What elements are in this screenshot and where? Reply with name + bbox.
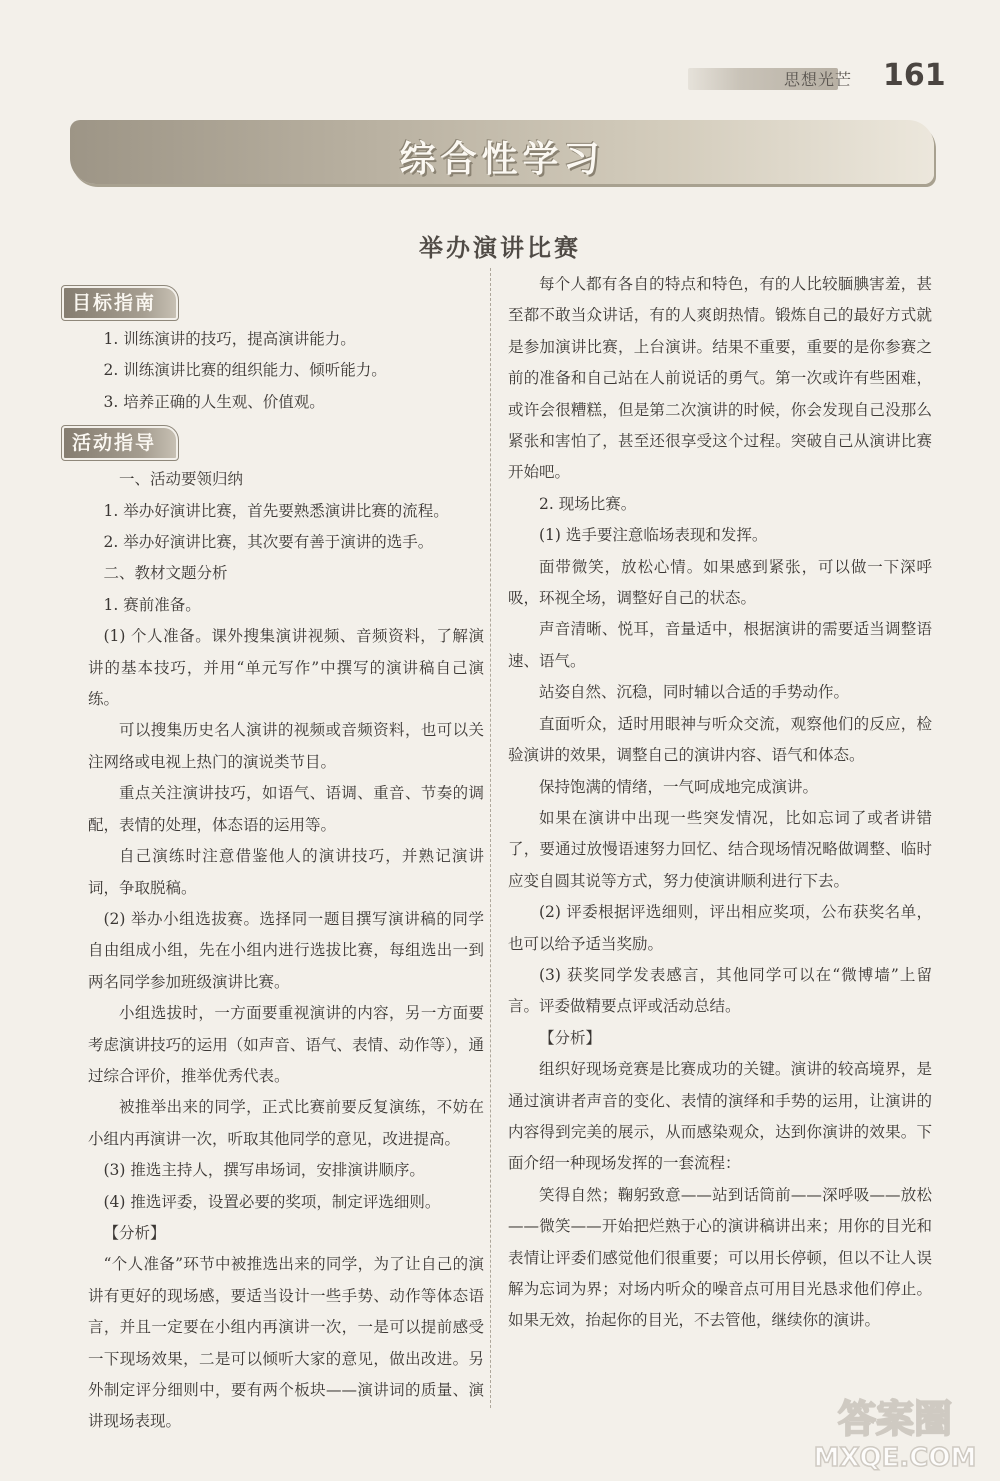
paragraph: 小组选拔时，一方面要重视演讲的内容，另一方面要考虑演讲技巧的运用（如声音、语气、表情、动作等），通过综合评价，推举优秀代表。 xyxy=(88,1004,484,1085)
page-subtitle: 举办演讲比赛 xyxy=(419,234,581,262)
paragraph: 组织好现场竞赛是比赛成功的关键。演讲的较高境界，是通过演讲者声音的变化、表情的演绎和手势的运用，让演讲的内容得到完美的展示，从而感染观众，达到你演讲的效果。下面介绍一种现场发挥的一套流程： xyxy=(508,1060,932,1173)
analysis-label: 【分析】 xyxy=(539,1028,602,1047)
paragraph: 2. 现场比赛。 xyxy=(539,494,637,513)
paragraph: (2) 评委根据评选细则，评出相应奖项，公布获奖名单，也可以给予适当奖励。 xyxy=(508,903,932,953)
paragraph: (1) 个人准备。课外搜集演讲视频、音频资料，了解演讲的基本技巧，并用“单元写作”中撰写的演讲稿自己演练。 xyxy=(88,627,484,709)
paragraph: 笑得自然；鞠躬致意——站到话筒前——深呼吸——放松——微笑——开始把烂熟于心的演讲稿讲出来；用你的目光和表情让评委们感觉他们很重要；可以用长停顿，但以不让人误解为忘词为界；对场内听众的噪音点可用目光恳求他们停止。如果无效，抬起你的目光，不去管他，继续你的演讲。 xyxy=(508,1185,932,1330)
page-number: 161 xyxy=(883,58,946,93)
paragraph: “个人准备”环节中被推选出来的同学，为了让自己的演讲有更好的现场感，要适当设计一些手势、动作等体态语言，并且一定要在小组内再演讲一次，一是可以提前感受一下现场效果，二是可以倾听大家的意见，做出改进。另外制定评分细则中，要有两个板块——演讲词的质量、演讲现场表现。 xyxy=(88,1255,484,1431)
activity-tag: 活动指导 xyxy=(62,426,178,460)
paragraph: 可以搜集历史名人演讲的视频或音频资料，也可以关注网络或电视上热门的演说类节目。 xyxy=(88,721,484,771)
site-watermark-logo xyxy=(800,1388,990,1474)
paragraph: 如果在演讲中出现一些突发情况，比如忘词了或者讲错了，要通过放慢语速努力回忆、结合现场情况略做调整、临时应变自圆其说等方式，努力使演讲顺利进行下去。 xyxy=(508,808,932,890)
column-divider xyxy=(490,268,491,1408)
paragraph: 声音清晰、悦耳，音量适中，根据演讲的需要适当调整语速、语气。 xyxy=(508,620,932,670)
paragraph: 1. 举办好演讲比赛，首先要熟悉演讲比赛的流程。 xyxy=(103,501,449,520)
paragraph: 被推举出来的同学，正式比赛前要反复演练，不妨在小组内再演讲一次，听取其他同学的意见，改进提高。 xyxy=(88,1098,484,1148)
paragraph: 自己演练时注意借鉴他人的演讲技巧，并熟记演讲词，争取脱稿。 xyxy=(88,847,484,897)
watermark-url: MXQE.COM xyxy=(813,1443,977,1473)
paragraph: 2. 举办好演讲比赛，其次要有善于演讲的选手。 xyxy=(103,533,434,552)
paragraph: 一、活动要领归纳 xyxy=(119,470,244,489)
paragraph: 站姿自然、沉稳，同时辅以合适的手势动作。 xyxy=(539,683,850,702)
paragraph: 1. 赛前准备。 xyxy=(103,595,201,614)
left-column xyxy=(72,282,484,1438)
paragraph: 二、教材文题分析 xyxy=(103,564,228,583)
goal-item: 3. 培养正确的人生观、价值观。 xyxy=(103,392,325,411)
goal-item: 2. 训练演讲比赛的组织能力、倾听能力。 xyxy=(103,361,387,380)
paragraph: (3) 推选主持人，撰写串场词，安排演讲顺序。 xyxy=(103,1161,425,1180)
paragraph: 重点关注演讲技巧，如语气、语调、重音、节奏的调配，表情的处理，体态语的运用等。 xyxy=(88,784,484,834)
paragraph: (1) 选手要注意临场表现和发挥。 xyxy=(539,526,768,545)
paragraph: (2) 举办小组选拔赛。选择同一题目撰写演讲稿的同学自由组成小组，先在小组内进行选拔比赛，每组选出一到两名同学参加班级演讲比赛。 xyxy=(88,909,484,991)
paragraph: 直面听众，适时用眼神与听众交流，观察他们的反应，检验演讲的效果，调整自己的演讲内容、语气和体态。 xyxy=(508,714,932,765)
paragraph: (4) 推选评委，设置必要的奖项，制定评选细则。 xyxy=(103,1192,441,1211)
analysis-label: 【分析】 xyxy=(103,1223,166,1242)
watermark-title: 答案圈 xyxy=(837,1397,953,1441)
paragraph: (3) 获奖同学发表感言，其他同学可以在“微博墙”上留言。评委做精要点评或活动总结。 xyxy=(508,965,932,1016)
right-column xyxy=(508,269,932,1337)
paragraph: 保持饱满的情绪，一气呵成地完成演讲。 xyxy=(539,777,819,796)
paragraph: 每个人都有各自的特点和特色，有的人比较腼腆害羞，甚至都不敢当众讲话，有的人爽朗热情。锻炼自己的最好方式就是参加演讲比赛，上台演讲。结果不重要，重要的是你参赛之前的准备和自己站在人前说话的勇气。第一次或许有些困难，或许会很糟糕，但是第二次演讲的时候，你会发现自己没那么紧张和害怕了，甚至还很享受这个过程。突破自己从演讲比赛开始吧。 xyxy=(508,275,932,482)
section-label: 思想光芒 xyxy=(784,70,853,89)
section-banner xyxy=(70,120,934,184)
goals-tag: 目标指南 xyxy=(62,286,178,320)
banner-title: 综合性学习 xyxy=(399,139,605,180)
goal-item: 1. 训练演讲的技巧，提高演讲能力。 xyxy=(103,330,356,348)
paragraph: 面带微笑，放松心情。如果感到紧张，可以做一下深呼吸，环视全场，调整好自己的状态。 xyxy=(508,557,932,608)
